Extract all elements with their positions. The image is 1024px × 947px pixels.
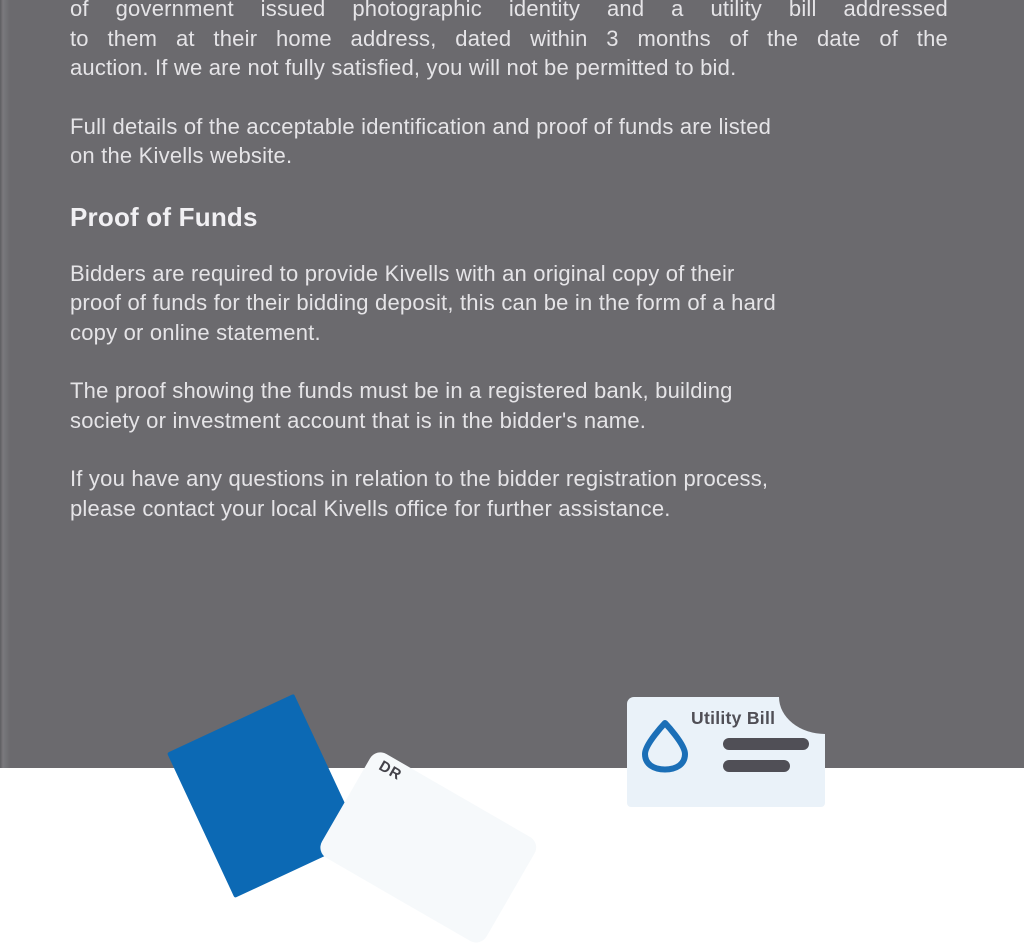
heading-proof-of-funds: Proof of Funds: [70, 201, 258, 232]
text-line: Full details of the acceptable identification and proof of funds are listed: [70, 113, 772, 139]
document-text: [70, 0, 948, 552]
licence-card-label: DR: [375, 757, 405, 785]
utility-bill-graphic: [627, 697, 825, 807]
text-line: If you have any questions in relation to the bidder registration process,: [70, 466, 769, 491]
text-line: of government issued photographic identity and a utility bill addressed: [70, 0, 948, 21]
paragraph-identity-requirements: [70, 0, 948, 83]
text-line: auction. If we are not fully satisfied, you will not be permitted to bid.: [70, 55, 737, 80]
utility-bill-label: Utility Bill: [691, 708, 776, 728]
text-line: Bidders are required to provide Kivells with an original copy of their: [70, 260, 735, 286]
page-left-edge-shade: [0, 0, 10, 768]
paragraph-bidders-required: [70, 259, 948, 348]
bill-text-line: [723, 738, 809, 750]
text-line: please contact your local Kivells office for further assistance.: [70, 495, 671, 521]
bill-text-line: [723, 760, 790, 772]
paragraph-proof-account: [70, 376, 948, 435]
paragraph-full-details: [70, 112, 948, 171]
driving-licence-card-graphic: [316, 748, 541, 947]
water-drop-icon: [642, 720, 688, 772]
paragraph-questions-contact: [70, 464, 948, 523]
text-line: The proof showing the funds must be in a registered bank, building: [70, 378, 733, 403]
text-line: proof of funds for their bidding deposit, this can be in the form of a hard: [70, 290, 776, 315]
text-line: society or investment account that is in the bidder's name.: [70, 407, 647, 433]
text-line: on the Kivells website.: [70, 143, 293, 168]
passport-card-graphic: [167, 694, 362, 898]
text-line: copy or online statement.: [70, 319, 321, 345]
folded-corner: [779, 697, 825, 734]
text-line: to them at their home address, dated within 3 months of the date of the: [70, 25, 948, 51]
